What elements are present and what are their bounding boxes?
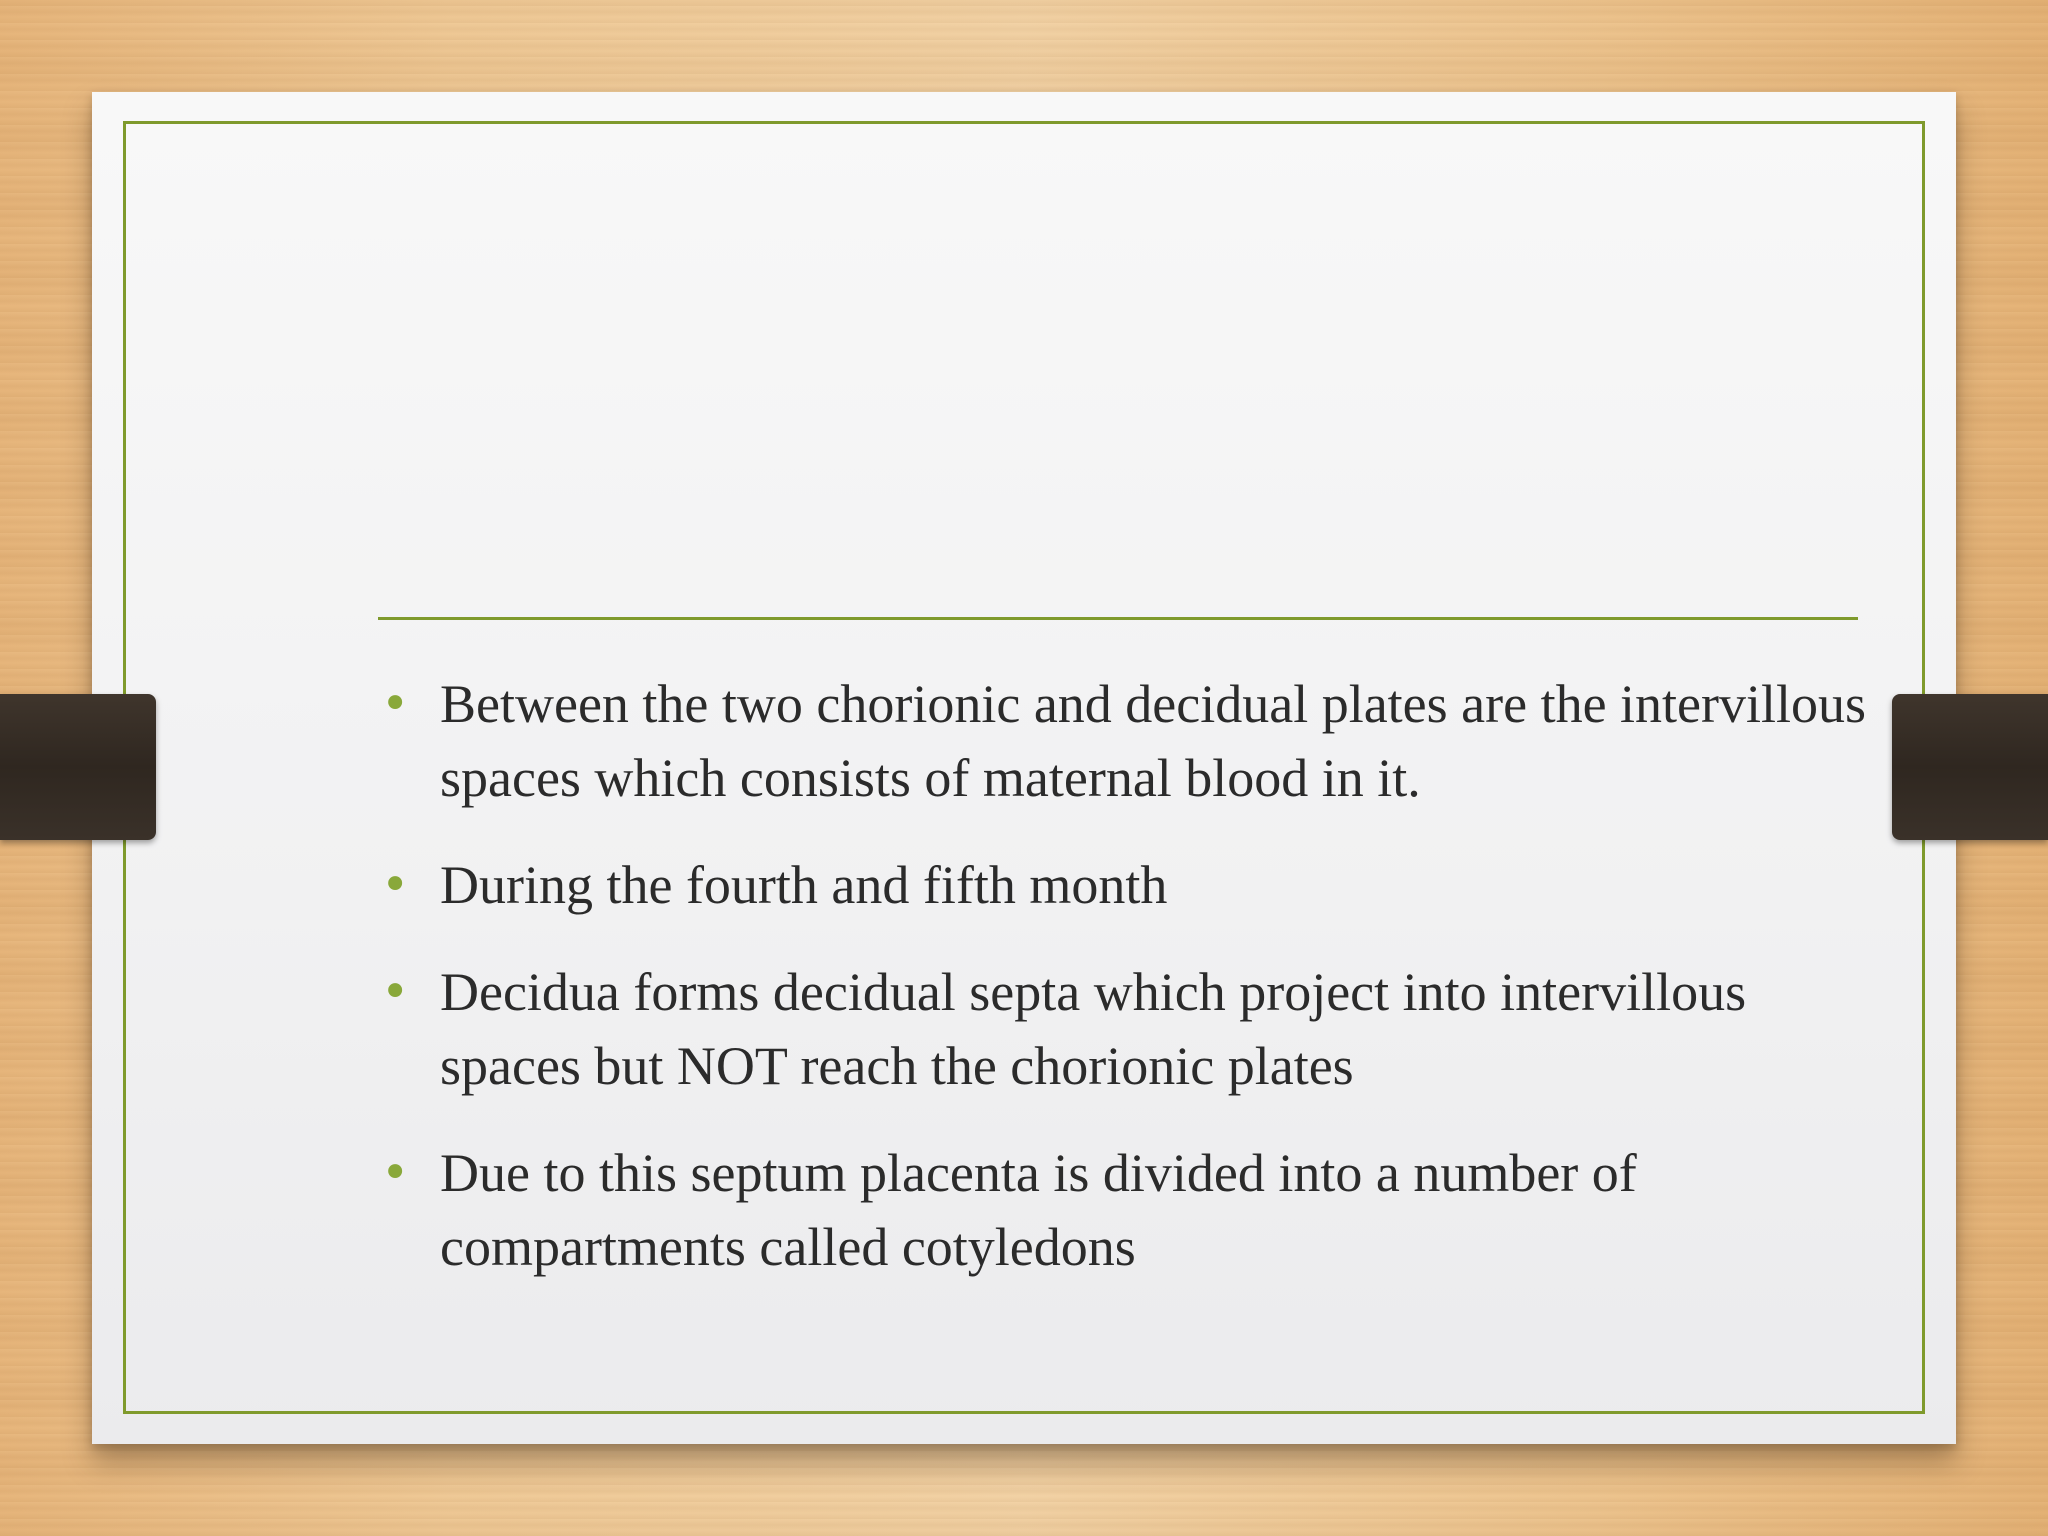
bullet-item xyxy=(377,667,1877,815)
title-divider-line xyxy=(378,617,1858,620)
bullet-text: Decidua forms decidual septa which project into intervillous spaces but NOT reach the chorionic plates xyxy=(440,962,1747,1096)
bullet-text: Between the two chorionic and decidual plates are the intervillous spaces which consists of maternal blood in it. xyxy=(440,674,1867,808)
bullet-dot-icon: • xyxy=(381,964,410,1020)
left-binder-clip xyxy=(0,694,156,840)
bullet-text: During the fourth and fifth month xyxy=(440,855,1168,915)
bullet-list xyxy=(377,667,1877,1317)
slide-card xyxy=(92,92,1956,1444)
bullet-dot-icon: • xyxy=(381,857,410,913)
bullet-item xyxy=(377,848,1877,922)
right-binder-clip xyxy=(1892,694,2048,840)
bullet-text: Due to this septum placenta is divided into a number of compartments called cotyledons xyxy=(440,1143,1637,1277)
bullet-item xyxy=(377,1136,1877,1284)
bullet-dot-icon: • xyxy=(381,676,410,732)
bullet-dot-icon: • xyxy=(381,1145,410,1201)
bullet-item xyxy=(377,955,1877,1103)
